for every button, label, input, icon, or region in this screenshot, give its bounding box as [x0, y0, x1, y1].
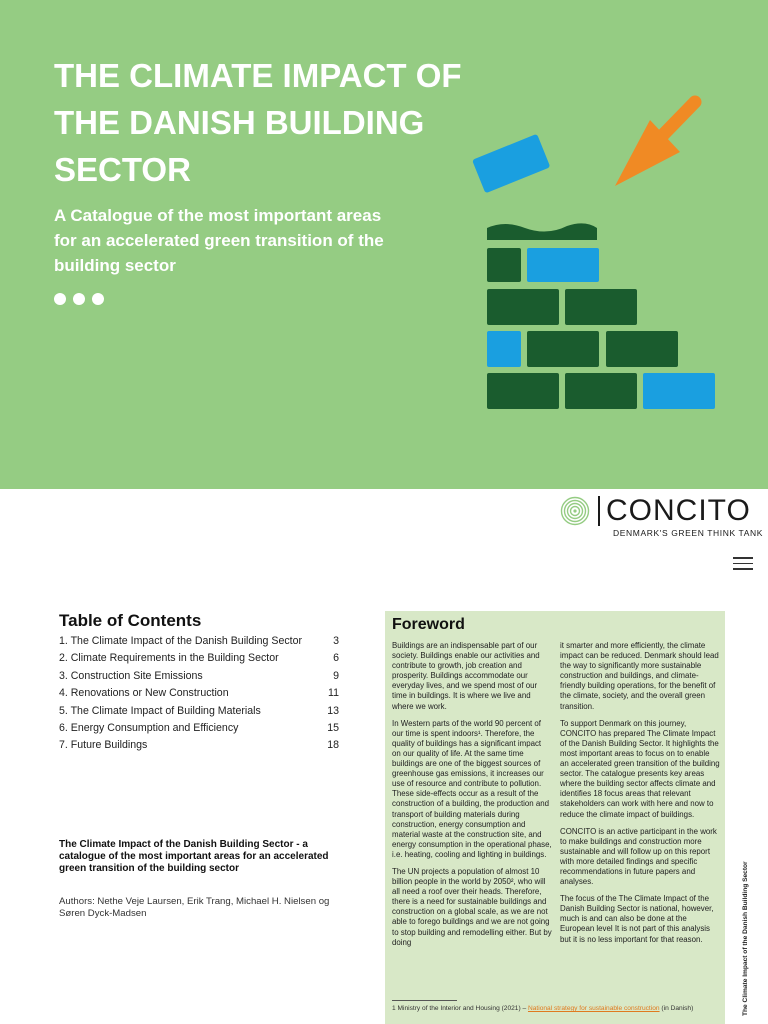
- toc-item[interactable]: [59, 651, 339, 668]
- toc-item[interactable]: [59, 669, 339, 686]
- hero-title: THE CLIMATE IMPACT OF THE DANISH BUILDING SECTOR: [54, 57, 462, 188]
- toc-item-label: 5. The Climate Impact of Building Materials: [59, 704, 261, 717]
- toc-item-page: 11: [328, 687, 339, 700]
- logo-divider: [598, 496, 600, 526]
- foreword-paragraph: Buildings are an indispensable part of our society. Buildings enable our activities and contribute to growth, job creation and prosperity. Buildings accommodate our everyday lives, and we spend most of our time in buildings. It is where we live and where we work.: [392, 641, 540, 711]
- footnote-divider: [392, 1000, 457, 1001]
- footnote: [392, 1004, 722, 1013]
- toc-item[interactable]: [59, 634, 339, 651]
- toc-item[interactable]: [59, 721, 339, 738]
- mortar-icon: [487, 223, 597, 240]
- toc-item-label: 6. Energy Consumption and Efficiency: [59, 721, 239, 734]
- foreword-paragraph: To support Denmark on this journey, CONCITO has prepared The Climate Impact of the Danish Building Sector. It highlights the most important areas to focus on to enable an accelerated green transition of the building sector. The catalogue presents key areas where the building sector affects climate and identifies 18 focus areas that relevant stakeholders can work with here and now to reduce the climate impact of buildings.: [560, 718, 720, 819]
- slide-dots[interactable]: [54, 293, 104, 305]
- hero-subtitle: A Catalogue of the most important areas for an accelerated green transition of the building sector: [54, 206, 384, 275]
- brick-wall-trowel-illustration: [455, 90, 735, 420]
- foreword-title: Foreword: [392, 616, 465, 633]
- toc-item[interactable]: [59, 704, 339, 721]
- toc-item-page: 18: [327, 739, 339, 752]
- footnote-link[interactable]: National strategy for sustainable construction: [527, 1005, 660, 1012]
- toc-item-page: 13: [327, 704, 339, 717]
- toc-item[interactable]: [59, 686, 339, 703]
- foreword-paragraph: it smarter and more efficiently, the climate impact can be reduced. Denmark should lead the way to significantly more sustainable construction and buildings, and climate-friendly building operations, for the benefit of the climate, society, and the overall green transition.: [560, 641, 719, 711]
- toc-item-label: 4. Renovations or New Construction: [59, 687, 229, 700]
- concito-logo[interactable]: [560, 494, 765, 540]
- spine-text: The Climate Impact of the Danish Building Sector: [742, 861, 749, 1016]
- foreword-column-2: [560, 641, 720, 952]
- toc-item-label: 2. Climate Requirements in the Building Sector: [59, 652, 279, 665]
- toc-item-label: 7. Future Buildings: [59, 739, 148, 752]
- toc-title: Table of Contents: [59, 611, 202, 630]
- hero-banner: [0, 0, 768, 489]
- foreword-column-1: [392, 641, 552, 955]
- dot-icon[interactable]: [73, 293, 85, 305]
- footnote-prefix: 1 Ministry of the Interior and Housing (2021) –: [392, 1005, 528, 1012]
- foreword-paragraph: The focus of the The Climate Impact of the Danish Building Sector is national, however, much is and can also be done at the European level It is not part of this analysis but it is no less important for that reason.: [560, 894, 714, 944]
- trowel-icon: [615, 102, 695, 186]
- toc-list: [59, 634, 339, 756]
- document-authors: Authors: Nethe Veje Laursen, Erik Trang, Michael H. Nielsen og Søren Dyck-Madsen: [59, 896, 330, 919]
- dot-icon[interactable]: [92, 293, 104, 305]
- brand-tagline: DENMARK'S GREEN THINK TANK: [613, 528, 763, 538]
- foreword-paragraph: The UN projects a population of almost 10 billion people in the world by 2050², who will all need a roof over their heads. Therefore, there is a need for sustainable buildings and construction on a global scale, as we are not able to forego buildings and we are not going to stop building and remodelling either. But by doing: [392, 866, 552, 947]
- foreword-paragraph: In Western parts of the world 90 percent of our time is spent indoors¹. Therefore, the quality of buildings has a significant impact on our quality of life. At the same time buildings are one of the biggest sources of greenhouse gas emissions, it increases our use of resource and contribute to pollution. These side-effects occur as a result of the construction of a building, the production and transport of building materials during construction, energy consumption and material waste at the construction site, and energy consumption in the operational phase, i.e. heating, cooling and lighting in buildings.: [392, 718, 552, 859]
- brand-name: CONCITO: [606, 494, 751, 527]
- document-subtitle: The Climate Impact of the Danish Building Sector - a catalogue of the most important areas for an accelerated green transition of the building sector: [59, 839, 329, 874]
- flying-brick-icon: [472, 134, 550, 194]
- foreword-panel: [385, 611, 725, 1024]
- toc-item-page: 3: [333, 635, 339, 647]
- hamburger-menu-icon[interactable]: [733, 557, 753, 571]
- fingerprint-logo-icon: [560, 496, 590, 526]
- toc-item-page: 15: [327, 721, 339, 734]
- toc-item-page: 9: [333, 669, 339, 682]
- dot-icon[interactable]: [54, 293, 66, 305]
- toc-item-label: 1. The Climate Impact of the Danish Building Sector: [59, 635, 302, 647]
- toc-item[interactable]: [59, 738, 339, 755]
- toc-item-label: 3. Construction Site Emissions: [59, 669, 203, 682]
- foreword-paragraph: CONCITO is an active participant in the work to make buildings and construction more sustainable and will follow up on this report with more detailed findings and specific recommendations in future papers and analyses.: [560, 826, 717, 887]
- toc-item-page: 6: [333, 652, 339, 665]
- footnote-suffix: (in Danish): [659, 1005, 694, 1012]
